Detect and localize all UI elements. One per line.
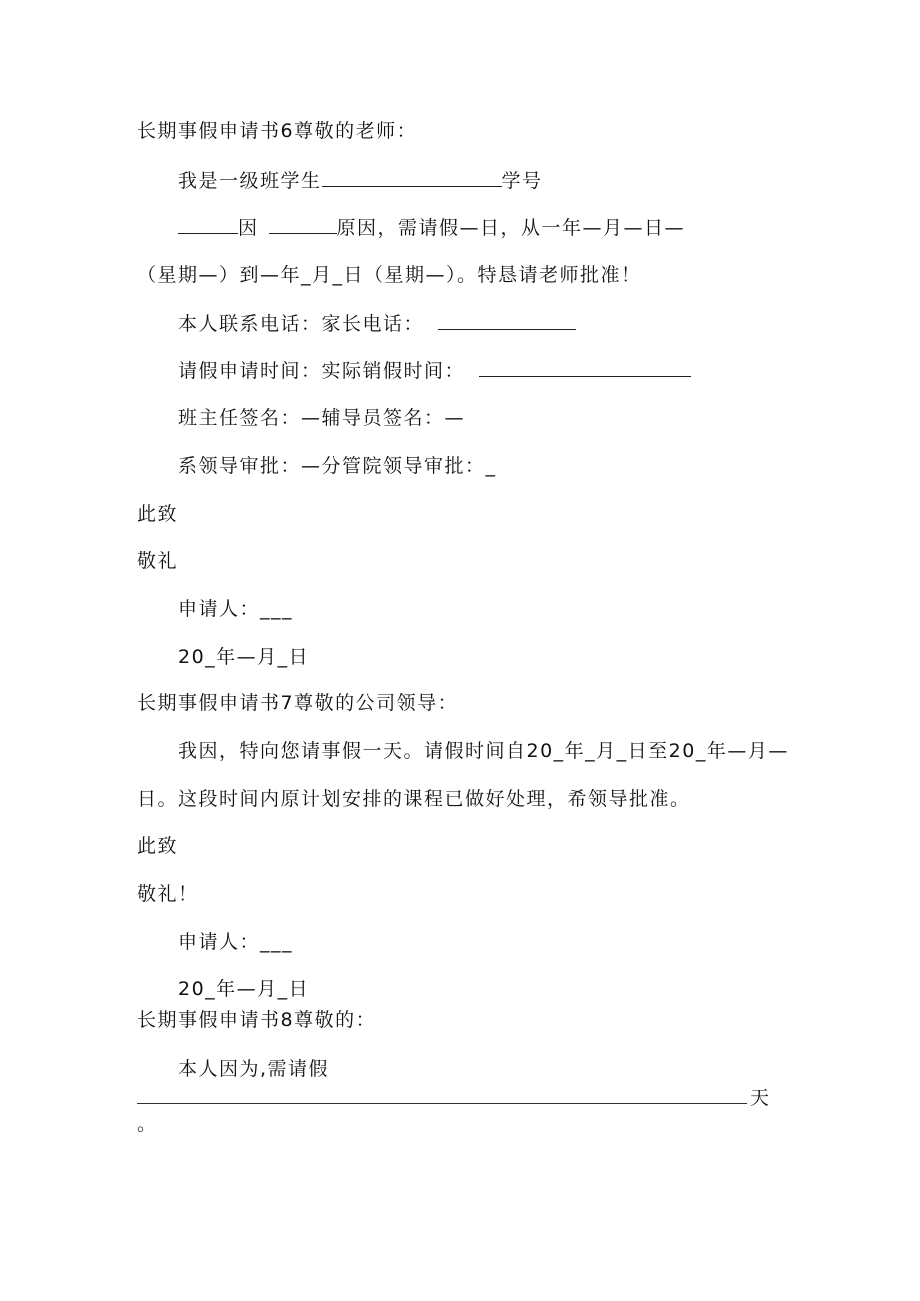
class-blank (178, 215, 238, 234)
letter6-intro (178, 168, 543, 193)
letter6-reason (178, 215, 685, 240)
letter8-body-1: 本人因为,需请假 (178, 1058, 330, 1080)
leave-reason-blank (137, 1103, 747, 1104)
letter6-student-id-label: 学号 (501, 170, 543, 192)
letter6-date: 20_年—月_日 (178, 646, 310, 668)
letter7-closing-1: 此致 (137, 835, 179, 857)
letter7-body-2: 日。这段时间内原计划安排的课程已做好处理，希领导批准。 (137, 788, 691, 810)
letter7-heading: 长期事假申请书7尊敬的公司领导： (137, 692, 459, 714)
letter8-period-mark: 。 (137, 1113, 158, 1135)
letter7-applicant: 申请人：___ (178, 931, 294, 953)
letter6-time (178, 358, 691, 383)
student-name-blank (322, 168, 502, 187)
letter8-days-label: 天 (750, 1087, 771, 1109)
letter6-closing-1: 此致 (137, 503, 179, 525)
letter7-date: 20_年—月_日 (178, 978, 310, 1000)
letter6-contact-label: 本人联系电话：家长电话： (178, 313, 425, 335)
letter6-time-label: 请假申请时间：实际销假时间： (178, 360, 466, 382)
reason-blank (269, 215, 337, 234)
letter6-applicant: 申请人：___ (178, 598, 294, 620)
letter6-period: （星期—）到—年_月_日（星期—）。特恳请老师批准！ (137, 264, 642, 286)
letter6-signatures: 班主任签名：—辅导员签名：— (178, 407, 466, 429)
phone-blank (438, 311, 576, 330)
letter7-closing-2: 敬礼！ (137, 883, 199, 905)
letter6-contact (178, 311, 576, 336)
letter6-reason-label: 因 (238, 217, 259, 239)
time-blank (479, 358, 691, 377)
letter7-body-1: 我因，特向您请事假一天。请假时间自20_年_月_日至20_年—月— (178, 740, 789, 762)
letter6-closing-2: 敬礼 (137, 550, 179, 572)
letter6-approval: 系领导审批：—分管院领导审批：_ (178, 455, 497, 477)
letter8-heading: 长期事假申请书8尊敬的： (137, 1009, 377, 1031)
letter6-intro-text: 我是一级班学生 (178, 170, 322, 192)
letter6-reason-text: 原因，需请假—日，从一年—月—日— (336, 217, 686, 239)
letter6-heading: 长期事假申请书6尊敬的老师： (137, 120, 418, 142)
